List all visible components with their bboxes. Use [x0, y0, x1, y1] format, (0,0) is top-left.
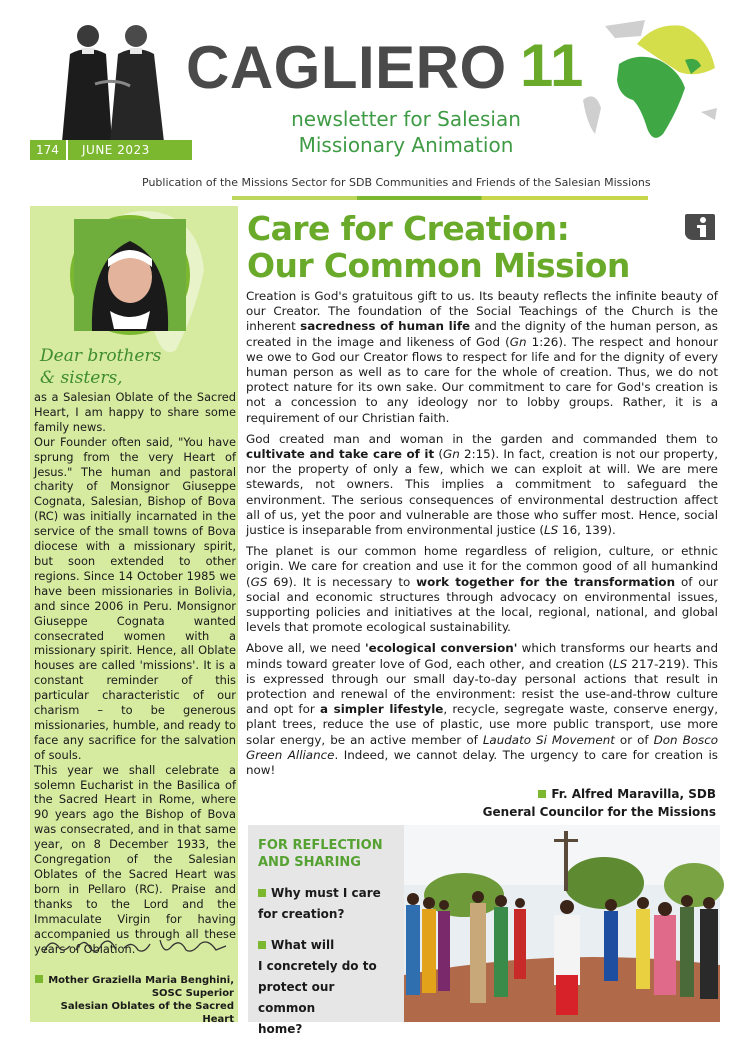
founders-photo — [40, 14, 186, 144]
title-line: Care for Creation: — [247, 209, 570, 248]
signoff-org: Salesian Oblates of the Sacred Heart — [60, 1001, 234, 1025]
issue-number: 174 — [30, 140, 68, 160]
greeting-line: & sisters, — [40, 368, 123, 388]
issue-bar — [30, 140, 192, 160]
author-role: General Councilor for the Missions — [482, 805, 716, 819]
article-title — [247, 210, 667, 284]
reflection-question: Why must I care for creation? — [258, 886, 381, 921]
article-signoff — [440, 785, 716, 821]
article-paragraph: God created man and woman in the garden and commanded them to cultivate and take care of it (Gn 2:15). In fact, creation is not our property, nor the property of only a few, which we can exploit at will. We are mere stewards, not owners. This implies a commitment to safeguard the environment. The serious consequences of environmental destruction affect all of us, yet the poor and vulnerable are those who suffer most. Hence, social justice is inseparable from environmental justice (LS 16, 139). — [246, 431, 718, 538]
brand-number: 11 — [520, 32, 584, 99]
globe-map-icon — [575, 16, 725, 151]
greeting-line: Dear brothers — [40, 346, 162, 366]
author-name: Fr. Alfred Maravilla, SDB — [551, 787, 716, 801]
subtitle-line: newsletter for Salesian — [291, 107, 521, 131]
subtitle — [256, 106, 556, 158]
brand-title: CAGLIERO — [186, 34, 507, 101]
article-paragraph: Creation is God's gratuitous gift to us. Its beauty reflects the infinite beauty of our Creator. The foundation of the Social Teachings of the Church is the inherent sacredness of human life and the dignity of the human person, as created in the image and likeness of God (Gn 1:26). The respect and honour we owe to God our Creator flows to respect for life and for the dignity of every human person as well as to care for the whole of creation. Thus, we do not protect nature for its own sake. Our commitment to care for God's creation is not a concession to any ideology nor to lobby groups. Rather, it is a requirement of our Christian faith. — [246, 289, 718, 425]
bullet-square-icon — [258, 889, 266, 897]
bullet-square-icon — [35, 975, 43, 983]
signoff-name: Mother Graziella Maria Benghini, — [48, 975, 234, 986]
reflection-box — [248, 825, 404, 1036]
procession-photo — [404, 825, 720, 1022]
letter-body — [34, 390, 236, 956]
publication-tagline: Publication of the Missions Sector for SDB Communities and Friends of the Salesian Missions — [142, 176, 651, 189]
author-portrait — [70, 215, 190, 335]
letter-signoff — [32, 974, 234, 1026]
reflection-heading: FOR REFLECTION AND SHARING — [258, 838, 383, 870]
bullet-square-icon — [538, 790, 546, 798]
article-body — [246, 289, 718, 784]
title-line: Our Common Mission — [247, 246, 630, 285]
letter-paragraph: as a Salesian Oblate of the Sacred Heart, I am happy to share some family news. — [34, 390, 236, 434]
letter-paragraph: This year we shall celebrate a solemn Eucharist in the Basilica of the Sacred Heart in Rome, where 90 years ago the Bishop of Bova was consecrated, and in that same year, on 8 December 1933, the Congregation of the Salesian Oblates of the Sacred Heart was born in Pellaro (RC). Praise and thanks to the Lord and the Immaculate Virgin for having accompanied us through all these years of Oblation. — [34, 762, 236, 956]
signoff-role: SOSC Superior — [151, 988, 234, 999]
article-paragraph: Above all, we need 'ecological conversion' which transforms our hearts and minds toward greater love of God, each other, and creation (LS 217-219). This is expressed through our small day-to-day personal actions that result in protection and renewal of the environment: resist the use-and-throw culture and opt for a simpler lifestyle, recycle, segregate waste, conserve energy, plant trees, reduce the use of plastic, use more public transport, use more solar energy, be an active member of Laudato Si Movement or of Don Bosco Green Alliance. Indeed, we cannot delay. The urgency to care for creation is now! — [246, 641, 719, 778]
divider — [232, 196, 648, 200]
handwritten-signature — [40, 932, 230, 960]
info-icon — [683, 212, 717, 242]
bullet-square-icon — [258, 941, 266, 949]
issue-date: JUNE 2023 — [82, 143, 150, 157]
letter-paragraph: Our Founder often said, "You have sprung from the very Heart of Jesus." The human and pastoral charity of Monsignor Giuseppe Cognata, Salesian, Bishop of Bova (RC) was initially incarnated in the service of the small towns of Bova diocese with a missionary spirit, but soon extended to other regions. Since 14 October 1985 we have been missionaries in Bolivia, and since 2006 in Peru. Monsignor Giuseppe Cognata wanted consecrated women with a missionary spirit. Hence, all Oblate houses are called 'missions'. It is a constant reminder of this particular characteristic of our charism – to be generous missionaries, humble, and ready to face any sacrifice for the salvation of souls. — [34, 434, 236, 762]
article-paragraph: The planet is our common home regardless of religion, culture, or ethnic origin. We care for creation and use it for the common good of all humankind (GS 69). It is necessary to work together for the transformation of our social and economic structures through advocacy on environmental issues, supporting policies and initiatives at the local, regional, national, and global levels that promote ecological sustainability. — [246, 544, 718, 635]
reflection-question: What will I concretely do to protect our common home? — [258, 938, 377, 1036]
letter-greeting — [40, 345, 220, 389]
portrait-image — [74, 219, 186, 331]
subtitle-line: Missionary Animation — [298, 133, 514, 157]
